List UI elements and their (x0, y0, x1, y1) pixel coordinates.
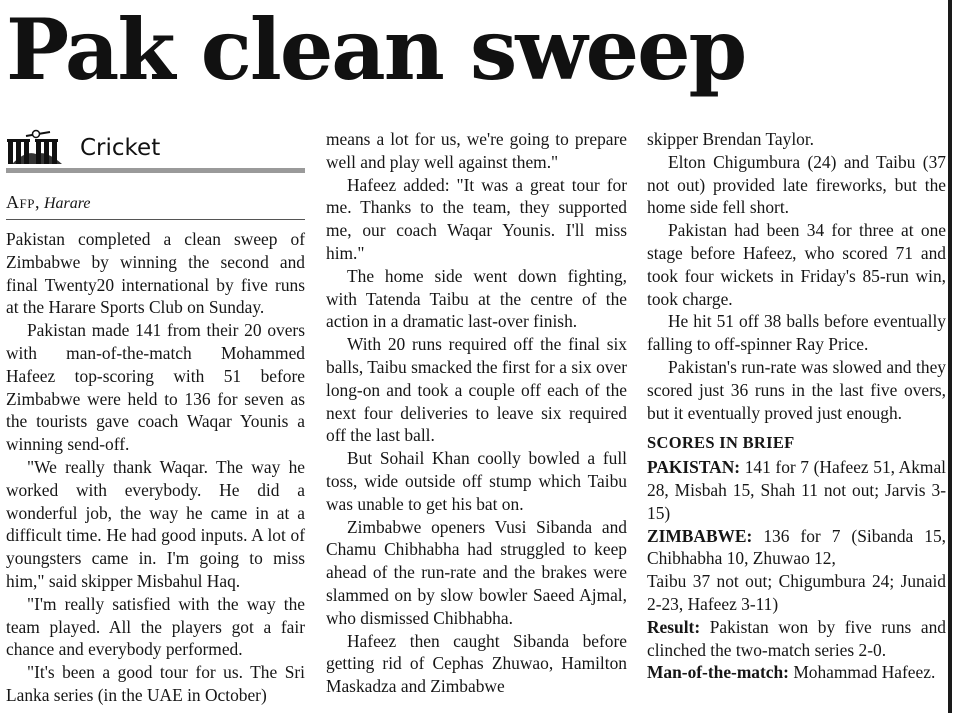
paragraph: "I'm really satisfied with the way the team played. All the players got a fair chance and everybody performed. (6, 593, 305, 660)
paragraph: Pakistan completed a clean sweep of Zimbabwe by winning the second and final Twenty20 international by five runs at the Harare Sports Club on Sunday. (6, 229, 305, 318)
article-column-3 (647, 128, 946, 684)
page-edge-rule (948, 0, 952, 713)
paragraph: Hafeez added: "It was a great tour for me. Thanks to the team, they supported me, our coach Waqar Younis. I'll miss him." (326, 174, 627, 263)
score-team-label: ZIMBABWE: (647, 525, 753, 546)
paragraph: skipper Brendan Taylor. (647, 129, 815, 149)
result-line (647, 616, 946, 662)
score-text: 141 for 7 (Hafeez 51, Akmal 28, Misbah 15, Shah 11 not out; Jarvis 3-15) (647, 457, 946, 523)
paragraph: "We really thank Waqar. The way he worked with everybody. He did a wonderful job, the way he came in at a difficult time. He had good inputs. A lot of youngsters came in. I'm going to miss him," said skipper Misbahul Haq. (6, 456, 305, 591)
scores-heading: SCORES IN BRIEF (647, 433, 795, 453)
motm-text: Mohammad Hafeez. (788, 662, 936, 683)
paragraph: Pakistan's run-rate was slowed and they scored just 36 runs in the last five overs, but it eventually proved just enough. (647, 356, 946, 423)
section-label: Cricket (80, 135, 161, 161)
paragraph: Pakistan had been 34 for three at one stage before Hafeez, who scored 71 and took four wickets in Friday's 85-run win, took charge. (647, 220, 946, 309)
result-label: Result: (647, 616, 701, 637)
section-tag (6, 128, 305, 173)
paragraph: Elton Chigumbura (24) and Taibu (37 not out) provided late fireworks, but the home side fell short. (647, 151, 946, 218)
article-column-1 (6, 128, 305, 707)
cricket-stumps-icon (6, 128, 76, 166)
paragraph: With 20 runs required off the final six balls, Taibu smacked the first for a six over long-on and took a couple off each of the next four deliveries to leave six required off the last ball. (326, 334, 627, 446)
motm-label: Man-of-the-match: (647, 662, 789, 683)
scores-in-brief (647, 432, 946, 684)
score-line-pakistan (647, 456, 946, 524)
byline-place: Harare (43, 195, 91, 212)
article-column-2 (326, 128, 627, 698)
paragraph: Pakistan made 141 from their 20 overs with man-of-the-match Mohammed Hafeez top-scoring with 51 before Zimbabwe were held to 136 for seven as the tourists gave coach Waqar Younis a winning send-off. (6, 320, 305, 455)
byline-agency: Afp, (6, 192, 40, 212)
paragraph: But Sohail Khan coolly bowled a full toss, wide outside off stump which Taibu was unable to get his bat on. (326, 448, 627, 514)
byline (6, 191, 305, 220)
result-text: Pakistan won by five runs and clinched the two-match series 2-0. (647, 616, 946, 660)
paragraph: "It's been a good tour for us. The Sri Lanka series (in the UAE in October) (6, 662, 305, 705)
score-team-label: PAKISTAN: (647, 457, 741, 478)
paragraph: He hit 51 off 38 balls before eventually falling to off-spinner Ray Price. (647, 311, 946, 355)
score-text: 136 for 7 (Sibanda 15, Chibhabha 10, Zhuwao 12, (647, 525, 946, 569)
headline: Pak clean sweep (6, 0, 746, 99)
paragraph: Zimbabwe openers Vusi Sibanda and Chamu Chibhabha had struggled to keep ahead of the run-rate and the brakes were slammed on by slow bowler Saeed Ajmal, who dismissed Chibhabha. (326, 516, 627, 628)
score-line-zimbabwe (647, 525, 946, 571)
paragraph: Hafeez then caught Sibanda before getting rid of Cephas Zhuwao, Hamilton Maskadza and Zimbabwe (326, 630, 627, 697)
motm-line (647, 661, 946, 684)
paragraph: means a lot for us, we're going to prepare well and play well against them." (326, 129, 627, 172)
score-line-zimbabwe-cont: Taibu 37 not out; Chigumbura 24; Junaid 2-23, Hafeez 3-11) (647, 571, 946, 614)
paragraph: The home side went down fighting, with Tatenda Taibu at the centre of the action in a dramatic last-over finish. (326, 265, 627, 332)
